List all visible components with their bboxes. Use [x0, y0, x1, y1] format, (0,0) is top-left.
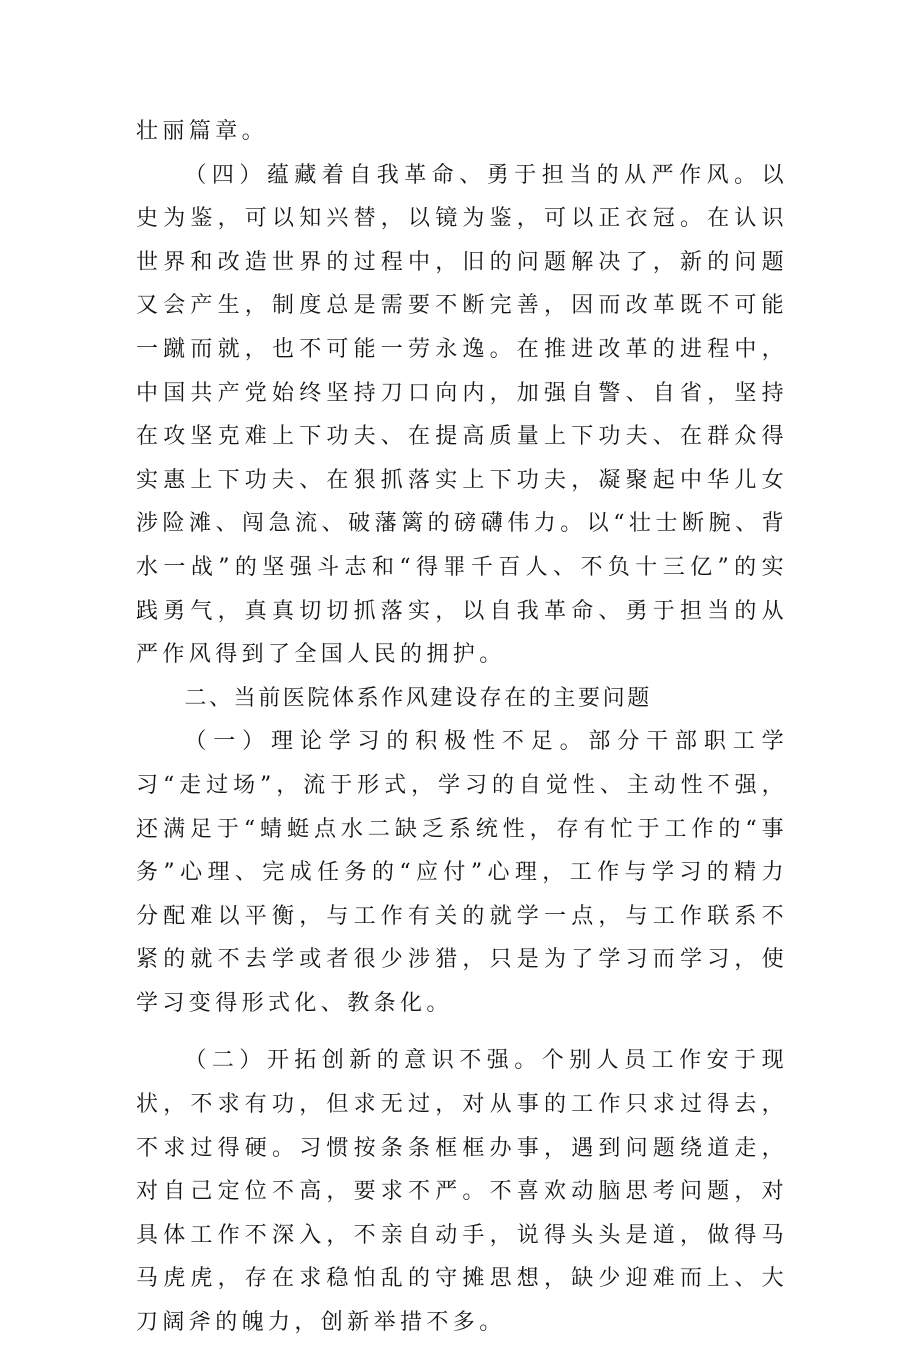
paragraph-problem-1: （一）理论学习的积极性不足。部分干部职工学习“走过场”，流于形式，学习的自觉性、主动性不强，还满足于“蜻蜓点水二缺乏系统性，存有忙于工作的“事务”心理、完成任务的“应付”心理，工作与学习的精力分配难以平衡，与工作有关的就学一点，与工作联系不紧的就不去学或者很少涉猎，只是为了学习而学习，使学习变得形式化、教条化。 [136, 729, 788, 1016]
paragraph-gap [136, 1025, 788, 1039]
document-page [136, 110, 788, 1345]
paragraph-continuation: 壮丽篇章。 [136, 119, 269, 144]
paragraph-section-4: （四）蕴藏着自我革命、勇于担当的从严作风。以史为鉴，可以知兴替，以镜为鉴，可以正衣冠。在认识世界和改造世界的过程中，旧的问题解决了，新的问题又会产生，制度总是需要不断完善，因而改革既不可能一蹴而就，也不可能一劳永逸。在推进改革的进程中，中国共产党始终坚持刀口向内，加强自警、自省，坚持在攻坚克难上下功夫、在提高质量上下功夫、在群众得实惠上下功夫、在狠抓落实上下功夫，凝聚起中华儿女涉险滩、闯急流、破藩篱的磅礴伟力。以“壮士断腕、背水一战”的坚强斗志和“得罪千百人、不负十三亿”的实践勇气，真真切切抓落实，以自我革命、勇于担当的从严作风得到了全国人民的拥护。 [136, 162, 788, 668]
paragraph-problem-2: （二）开拓创新的意识不强。个别人员工作安于现状，不求有功，但求无过，对从事的工作只求过得去，不求过得硬。习惯按条条框框办事，遇到问题绕道走，对自己定位不高，要求不严。不喜欢动脑思考问题，对具体工作不深入，不亲自动手，说得头头是道，做得马马虎虎，存在求稳怕乱的守摊思想，缺少迎难而上、大刀阔斧的魄力，创新举措不多。 [136, 1048, 788, 1336]
section-heading-2: 二、当前医院体系作风建设存在的主要问题 [184, 685, 652, 711]
